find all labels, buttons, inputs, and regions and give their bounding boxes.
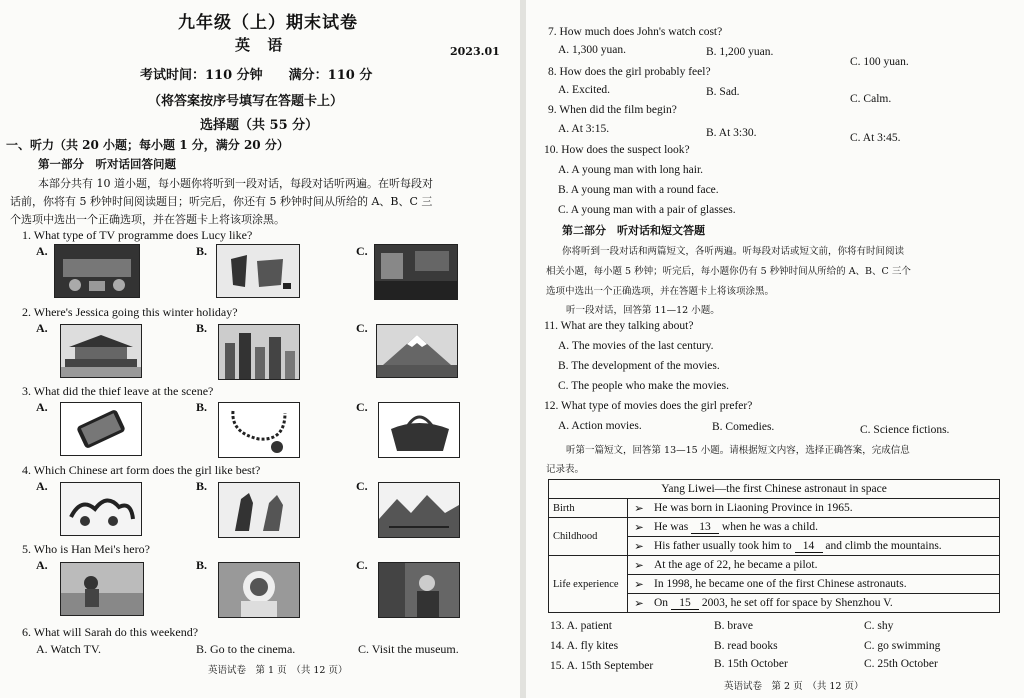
row-label-life-experience: Life experience xyxy=(549,556,628,613)
option-c-label: C. xyxy=(356,321,368,335)
q15-option-a: 15. A. 15th September xyxy=(550,660,654,672)
birth-text: He was born in Liaoning Province in 1965. xyxy=(650,499,1000,518)
option-c: C. Science fictions. xyxy=(860,424,950,436)
option-b-label: B. xyxy=(196,558,208,572)
page-footer: 英语试卷 第 2 页 （共 12 页） xyxy=(724,681,864,692)
question-2: 2. Where's Jessica going this winter holiday? xyxy=(22,305,238,319)
row-label-childhood: Childhood xyxy=(549,518,628,556)
option-a-label: A. xyxy=(36,558,48,572)
option-b: B. 1,200 yuan. xyxy=(706,46,774,58)
passage-intro: 记录表。 xyxy=(546,464,585,475)
option-b: B. Comedies. xyxy=(712,421,775,433)
q14-option-b: B. read books xyxy=(714,640,778,652)
q13-option-a: 13. A. patient xyxy=(550,620,612,632)
variety-show-image xyxy=(54,244,140,298)
option-b-label: B. xyxy=(196,321,208,335)
q14-option-a: 14. A. fly kites xyxy=(550,640,619,652)
option-b: B. Go to the cinema. xyxy=(196,642,296,656)
option-a-label: A. xyxy=(36,321,48,335)
palace-image xyxy=(60,324,142,378)
question-5: 5. Who is Han Mei's hero? xyxy=(22,542,150,556)
question-11: 11. What are they talking about? xyxy=(544,320,694,332)
table-row xyxy=(549,518,1000,537)
q14-option-c: C. go swimming xyxy=(864,640,941,652)
subject-title: 英 语 xyxy=(235,36,289,54)
option-c: C. The people who make the movies. xyxy=(558,380,729,392)
question-1: 1. What type of TV programme does Lucy like? xyxy=(22,228,253,242)
option-a: A. Excited. xyxy=(558,84,611,96)
option-c-label: C. xyxy=(356,400,368,414)
blank-15: 15 xyxy=(671,597,699,610)
info-record-table xyxy=(548,479,1000,613)
option-a-label: A. xyxy=(36,479,48,493)
option-a: A. The movies of the last century. xyxy=(558,340,714,352)
arrow-icon: ➢ xyxy=(628,575,651,594)
passage-intro: 听第一篇短文，回答第 13—15 小题。请根据短文内容，选择正确答案，完成信息 xyxy=(566,445,910,456)
q13-option-c: C. shy xyxy=(864,620,894,632)
option-c: C. Calm. xyxy=(850,93,892,105)
shadow-puppet-image xyxy=(218,482,300,538)
blank-13: 13 xyxy=(691,521,719,534)
arrow-icon: ➢ xyxy=(628,594,651,613)
instruction-line: 你将听到一段对话和两篇短文，各听两遍。听每段对话或短文前，你将有时间阅读 xyxy=(562,246,905,257)
arrow-icon: ➢ xyxy=(628,556,651,575)
cellphone-image xyxy=(60,402,142,456)
instruction-line: 选项中选出一个正确选项，并在答题卡上将该项涂黑。 xyxy=(546,286,775,297)
table-row xyxy=(549,499,1000,518)
option-c-label: C. xyxy=(356,558,368,572)
dialog-intro: 听一段对话，回答第 11—12 小题。 xyxy=(566,305,720,316)
painting-horses-image xyxy=(60,482,142,536)
answer-notice: （将答案按序号填写在答题卡上） xyxy=(148,94,344,109)
professor-image xyxy=(378,562,460,618)
table-title: Yang Liwei—the first Chinese astronaut in space xyxy=(549,480,1000,499)
exam-title: 九年级（上）期末试卷 xyxy=(178,13,358,33)
table-row xyxy=(549,556,1000,575)
question-6: 6. What will Sarah do this weekend? xyxy=(22,625,199,639)
question-10: 10. How does the suspect look? xyxy=(544,144,690,156)
mount-fuji-image xyxy=(376,324,458,378)
blank-14: 14 xyxy=(795,540,823,553)
handbag-image xyxy=(378,402,460,458)
option-b-label: B. xyxy=(196,400,208,414)
q13-option-b: B. brave xyxy=(714,620,753,632)
option-a: A. Watch TV. xyxy=(36,642,102,656)
question-7: 7. How much does John's watch cost? xyxy=(548,26,723,38)
news-program-image xyxy=(374,244,458,300)
instruction-line: 话前，你将有 5 秒钟时间阅读题目；听完后，你还有 5 秒钟时间从所给的 A、B、C 三 xyxy=(10,195,433,208)
section-title: 选择题（共 55 分） xyxy=(200,118,319,133)
question-8: 8. How does the girl probably feel? xyxy=(548,66,711,78)
option-b: B. Sad. xyxy=(706,86,740,98)
question-3: 3. What did the thief leave at the scene? xyxy=(22,384,214,398)
childhood-line-1: He was 13 when he was a child. xyxy=(650,518,1000,537)
option-a: A. 1,300 yuan. xyxy=(558,44,627,56)
arrow-icon: ➢ xyxy=(628,518,651,537)
option-a-label: A. xyxy=(36,244,48,258)
option-a: A. A young man with long hair. xyxy=(558,164,704,176)
exam-page-2 xyxy=(526,0,1024,698)
option-b-label: B. xyxy=(196,244,208,258)
arrow-icon: ➢ xyxy=(628,499,651,518)
option-c: C. 100 yuan. xyxy=(850,56,909,68)
question-4: 4. Which Chinese art form does the girl like best? xyxy=(22,463,261,477)
astronaut-image xyxy=(218,562,300,618)
q15-option-b: B. 15th October xyxy=(714,658,788,670)
table-title-row xyxy=(549,480,1000,499)
option-b: B. A young man with a round face. xyxy=(558,184,719,196)
city-skyline-image xyxy=(218,324,300,380)
instruction-line: 相关小题，每小题 5 秒钟；听完后，每小题你仍有 5 秒钟时间从所给的 A、B、C 三个 xyxy=(546,266,911,277)
landscape-painting-image xyxy=(378,482,460,538)
part1-heading: 第一部分 听对话回答问题 xyxy=(38,157,176,171)
question-9: 9. When did the film begin? xyxy=(548,104,677,116)
option-c: C. At 3:45. xyxy=(850,132,901,144)
page-footer: 英语试卷 第 1 页 （共 12 页） xyxy=(208,665,348,676)
option-b: B. At 3:30. xyxy=(706,127,757,139)
option-a: A. At 3:15. xyxy=(558,123,610,135)
instruction-line: 本部分共有 10 道小题，每小题你将听到一段对话，每段对话听两遍。在听每段对 xyxy=(38,177,433,190)
instruction-line: 个选项中选出一个正确选项，并在答题卡上将该项涂黑。 xyxy=(10,213,285,226)
option-b-label: B. xyxy=(196,479,208,493)
option-c: C. Visit the museum. xyxy=(358,642,459,656)
life-line-3: On 15 2003, he set off for space by Shenzhou V. xyxy=(650,594,1000,613)
option-a-label: A. xyxy=(36,400,48,414)
option-c-label: C. xyxy=(356,244,368,258)
option-b: B. The development of the movies. xyxy=(558,360,720,372)
childhood-line-2: His father usually took him to 14 and climb the mountains. xyxy=(650,537,1000,556)
row-label-birth: Birth xyxy=(549,499,628,518)
option-c-label: C. xyxy=(356,479,368,493)
life-line-1: At the age of 22, he became a pilot. xyxy=(650,556,1000,575)
part2-heading: 第二部分 听对话和短文答题 xyxy=(562,224,705,237)
listening-heading: 一、听力（共 20 小题；每小题 1 分，满分 20 分） xyxy=(6,138,289,152)
exam-date: 2023.01 xyxy=(450,45,500,58)
scientist-field-image xyxy=(60,562,144,616)
option-a: A. Action movies. xyxy=(558,420,642,432)
question-12: 12. What type of movies does the girl prefer? xyxy=(544,400,753,412)
q15-option-c: C. 25th October xyxy=(864,658,938,670)
necklace-image xyxy=(218,402,300,458)
documentary-china-image xyxy=(216,244,300,298)
exam-info: 考试时间：110 分钟 满分：110 分 xyxy=(140,68,373,83)
life-line-2: In 1998, he became one of the first Chinese astronauts. xyxy=(650,575,1000,594)
arrow-icon: ➢ xyxy=(628,537,651,556)
option-c: C. A young man with a pair of glasses. xyxy=(558,204,736,216)
